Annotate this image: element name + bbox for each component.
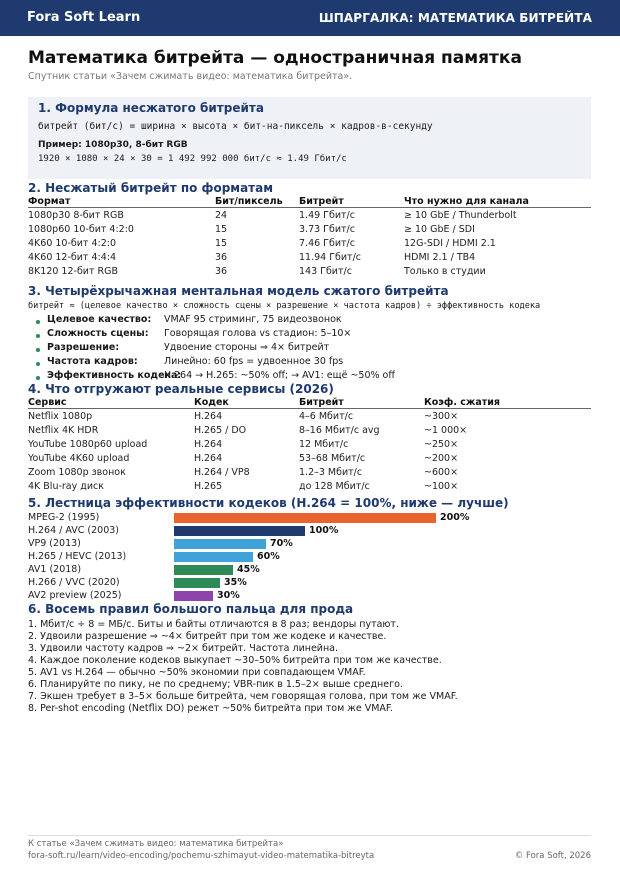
- codec-bar: [174, 513, 436, 523]
- section-3-title: 3. Четырёхрычажная ментальная модель сжатого битрейта: [28, 284, 449, 298]
- table-cell: H.264 / VP8: [194, 467, 250, 478]
- footer-article-ref: К статье «Зачем сжимать видео: математика битрейта»: [28, 839, 284, 849]
- table-cell: 1.2–3 Мбит/с: [299, 467, 363, 478]
- table-cell: 7.46 Гбит/с: [299, 238, 355, 249]
- table-cell: YouTube 1080p60 upload: [28, 439, 148, 450]
- table-cell: 143 Гбит/с: [299, 266, 352, 277]
- table-cell: ~200×: [424, 453, 459, 464]
- table-header-cell: Коэф. сжатия: [424, 397, 501, 408]
- codec-label: AV1 (2018): [28, 564, 82, 575]
- table-header-cell: Битрейт: [299, 397, 344, 408]
- table-cell: HDMI 2.1 / TB4: [404, 252, 476, 263]
- codec-value-label: 30%: [217, 590, 240, 601]
- table-cell: ~600×: [424, 467, 459, 478]
- bullet-icon: [36, 348, 40, 352]
- table-cell: Netflix 1080p: [28, 411, 93, 422]
- example-label: Пример: 1080p30, 8-бит RGB: [38, 140, 188, 150]
- table-divider: [28, 408, 591, 409]
- footer-divider: [28, 835, 591, 836]
- table-cell: Netflix 4K HDR: [28, 425, 99, 436]
- codec-value-label: 45%: [237, 564, 260, 575]
- table-cell: 12 Мбит/с: [299, 439, 349, 450]
- footer-copyright: © Fora Soft, 2026: [514, 851, 591, 861]
- codec-label: AV2 preview (2025): [28, 590, 122, 601]
- table-cell: H.264: [194, 411, 223, 422]
- lever-label: Целевое качество:: [47, 314, 152, 325]
- rule-item: 8. Per-shot encoding (Netflix DO) режет ~50% битрейта при том же VMAF.: [28, 703, 393, 714]
- brand-logo-text[interactable]: Fora Soft Learn: [27, 10, 141, 25]
- table-cell: H.264: [194, 453, 223, 464]
- table-cell: 12G-SDI / HDMI 2.1: [404, 238, 496, 249]
- bullet-icon: [36, 376, 40, 380]
- section-2-title: 2. Несжатый битрейт по форматам: [28, 181, 274, 195]
- codec-bar: [174, 526, 305, 536]
- table-cell: 3.73 Гбит/с: [299, 224, 355, 235]
- table-cell: H.264: [194, 439, 223, 450]
- codec-bar: [174, 591, 213, 601]
- codec-label: VP9 (2013): [28, 538, 81, 549]
- table-cell: ~1 000×: [424, 425, 468, 436]
- section-4-title: 4. Что отгружают реальные сервисы (2026): [28, 382, 334, 396]
- table-cell: ~250×: [424, 439, 459, 450]
- codec-value-label: 60%: [257, 551, 280, 562]
- table-cell: 1.49 Гбит/с: [299, 210, 355, 221]
- table-cell: ~300×: [424, 411, 459, 422]
- codec-value-label: 100%: [309, 525, 339, 536]
- codec-label: H.266 / VVC (2020): [28, 577, 120, 588]
- lever-label: Частота кадров:: [47, 356, 138, 367]
- table-cell: 1080p60 10-бит 4:2:0: [28, 224, 134, 235]
- lever-label: Эффективность кодека:: [47, 370, 182, 381]
- table-cell: 8–16 Мбит/с avg: [299, 425, 380, 436]
- table-cell: Только в студии: [404, 266, 486, 277]
- table-header-cell: Бит/пиксель: [215, 196, 283, 207]
- section-1-title: 1. Формула несжатого битрейта: [38, 101, 264, 115]
- table-cell: H.265: [194, 481, 223, 492]
- codec-bar: [174, 552, 253, 562]
- uncompressed-formula: битрейт (бит/с) = ширина × высота × бит-на-пиксель × кадров-в-секунду: [38, 121, 433, 132]
- header-title: ШПАРГАЛКА: МАТЕМАТИКА БИТРЕЙТА: [318, 11, 592, 25]
- bullet-icon: [36, 362, 40, 366]
- section-5-title: 5. Лестница эффективности кодеков (H.264 = 100%, ниже — лучше): [28, 496, 509, 510]
- codec-label: H.264 / AVC (2003): [28, 525, 120, 536]
- table-cell: до 128 Мбит/с: [299, 481, 370, 492]
- table-cell: 53–68 Мбит/с: [299, 453, 366, 464]
- rule-item: 7. Экшен требует в 3–5× больше битрейта, чем говорящая голова, при том же VMAF.: [28, 691, 458, 702]
- codec-bar: [174, 539, 266, 549]
- codec-label: H.265 / HEVC (2013): [28, 551, 127, 562]
- example-calc: 1920 × 1080 × 24 × 30 = 1 492 992 000 бит/с ≈ 1.49 Гбит/с: [38, 154, 347, 164]
- table-cell: 15: [215, 238, 228, 249]
- page-title: Математика битрейта — одностраничная памятка: [28, 48, 522, 68]
- table-cell: H.265 / DO: [194, 425, 247, 436]
- rule-item: 1. Мбит/с ÷ 8 = МБ/с. Биты и байты отличаются в 8 раз; вендоры путают.: [28, 619, 399, 630]
- rule-item: 6. Планируйте по пику, не по среднему; VBR-пик в 1.5–2× выше среднего.: [28, 679, 403, 690]
- table-cell: 15: [215, 224, 228, 235]
- bullet-icon: [36, 320, 40, 324]
- table-cell: 36: [215, 252, 228, 263]
- table-header-cell: Кодек: [194, 397, 229, 408]
- table-cell: 11.94 Гбит/с: [299, 252, 362, 263]
- codec-label: MPEG-2 (1995): [28, 512, 100, 523]
- lever-text: Говорящая голова vs стадион: 5–10×: [164, 328, 352, 339]
- table-header-cell: Что нужно для канала: [404, 196, 529, 207]
- rule-item: 2. Удвоили разрешение ⇒ ~4× битрейт при том же кодеке и качестве.: [28, 631, 387, 642]
- codec-value-label: 35%: [224, 577, 247, 588]
- section-6-title: 6. Восемь правил большого пальца для прода: [28, 602, 354, 616]
- table-cell: ≥ 10 GbE / Thunderbolt: [404, 210, 517, 221]
- table-header-cell: Сервис: [28, 397, 67, 408]
- table-header-cell: Формат: [28, 196, 71, 207]
- codec-bar: [174, 578, 220, 588]
- table-cell: 4–6 Мбит/с: [299, 411, 354, 422]
- table-cell: 4K60 12-бит 4:4:4: [28, 252, 117, 263]
- table-header-cell: Битрейт: [299, 196, 344, 207]
- lever-text: Удвоение стороны ⇒ 4× битрейт: [164, 342, 330, 353]
- lever-text: H.264 → H.265: ~50% off; → AV1: ещё ~50% off: [164, 370, 395, 381]
- table-cell: 1080p30 8-бит RGB: [28, 210, 124, 221]
- top-bar: [0, 0, 620, 36]
- table-cell: 36: [215, 266, 228, 277]
- bullet-icon: [36, 334, 40, 338]
- table-cell: Zoom 1080p звонок: [28, 467, 126, 478]
- table-cell: 4K Blu-ray диск: [28, 481, 104, 492]
- table-cell: 24: [215, 210, 228, 221]
- footer-url[interactable]: fora-soft.ru/learn/video-encoding/pochemu-szhimayut-video-matematika-bitreyta: [28, 851, 375, 861]
- table-divider: [28, 207, 591, 208]
- codec-value-label: 70%: [270, 538, 293, 549]
- lever-label: Разрешение:: [47, 342, 120, 353]
- page-subtitle: Спутник статьи «Зачем сжимать видео: математика битрейта».: [28, 71, 353, 82]
- compressed-formula: битрейт ≈ (целевое качество × сложность сцены × разрешение × частота кадров) ÷ эффективность кодека: [28, 301, 541, 311]
- table-cell: ≥ 10 GbE / SDI: [404, 224, 475, 235]
- table-cell: 8K120 12-бит RGB: [28, 266, 119, 277]
- table-cell: 4K60 10-бит 4:2:0: [28, 238, 117, 249]
- lever-text: VMAF 95 стриминг, 75 видеозвонок: [164, 314, 342, 325]
- rule-item: 4. Каждое поколение кодеков выкупает ~30–50% битрейта при том же качестве.: [28, 655, 442, 666]
- table-cell: ~100×: [424, 481, 459, 492]
- rule-item: 3. Удвоили частоту кадров ⇒ ~2× битрейт. Частота линейна.: [28, 643, 339, 654]
- codec-bar: [174, 565, 233, 575]
- table-cell: YouTube 4K60 upload: [28, 453, 130, 464]
- codec-value-label: 200%: [440, 512, 470, 523]
- rule-item: 5. AV1 vs H.264 — обычно ~50% экономии при совпадающем VMAF.: [28, 667, 366, 678]
- lever-label: Сложность сцены:: [47, 328, 149, 339]
- lever-text: Линейно: 60 fps = удвоенное 30 fps: [164, 356, 344, 367]
